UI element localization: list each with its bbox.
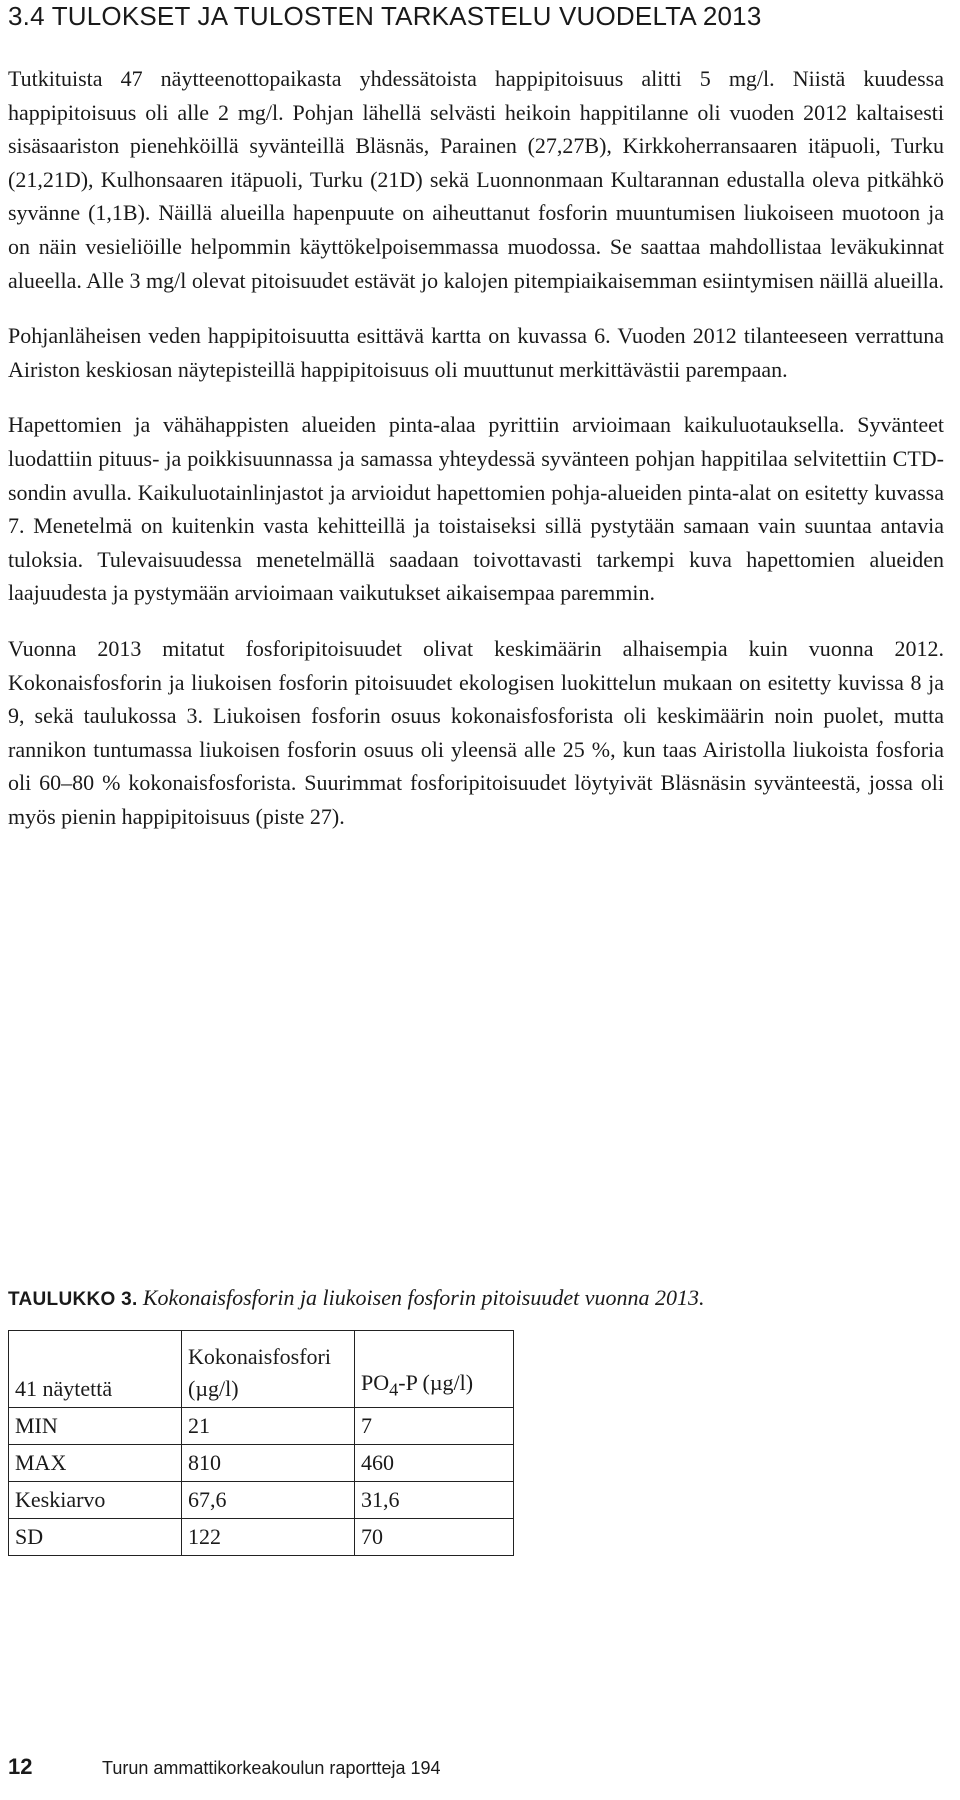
row-label: MIN: [9, 1408, 182, 1445]
phosphate-value: 31,6: [355, 1482, 514, 1519]
phosphate-value: 7: [355, 1408, 514, 1445]
body-text: [8, 62, 944, 855]
row-label: MAX: [9, 1445, 182, 1482]
header-total-phosphorus: [182, 1331, 355, 1408]
header-total-phosphorus-unit: (µg/l): [188, 1376, 239, 1401]
table-row: [9, 1408, 514, 1445]
header-phosphate-suffix: -P (µg/l): [398, 1369, 474, 1395]
series-title: Turun ammattikorkeakoulun raportteja 194: [102, 1758, 441, 1778]
phosphorus-table: [8, 1330, 514, 1556]
paragraph-oxygen-results: Tutkituista 47 näytteenottopaikasta yhdessätoista happipitoisuus alitti 5 mg/l. Niistä kuudessa happipitoisuus oli alle 2 mg/l. Pohjan lähellä selvästi heikoin happitilanne oli vuoden 2012 kaltaisesti sisäsaariston pienehköillä syvänteillä Bläsnäs, Parainen (27,27B), Kirkkoherransaaren itäpuoli, Turku (21,21D), Kulhonsaaren itäpuoli, Turku (21D) sekä Luonnonmaan Kultarannan edustalla oleva pitkähkö syvänne (1,1B). Näillä alueilla hapenpuute on aiheuttanut fosforin muuntumisen liukoiseen muotoon ja on näin vesieliöille helpommin käyttökelpoisemmassa muodossa. Se saattaa mahdollistaa leväkukinnat alueella. Alle 3 mg/l olevat pitoisuudet estävät jo kalojen pitempiaikaisemman esiintymisen näillä alueilla.: [8, 66, 944, 293]
header-phosphate-prefix: PO: [361, 1369, 390, 1395]
row-label: SD: [9, 1519, 182, 1556]
paragraph-oxygen-map: Pohjanläheisen veden happipitoisuutta esittävä kartta on kuvassa 6. Vuoden 2012 tilanteeseen verrattuna Airiston keskiosan näytepisteillä happipitoisuus oli muuttunut merkittävästii parempaan.: [8, 323, 944, 382]
phosphate-value: 460: [355, 1445, 514, 1482]
table-caption-label: TAULUKKO 3.: [8, 1289, 138, 1310]
header-total-phosphorus-name: Kokonaisfosfori: [188, 1344, 331, 1369]
total-phosphorus-value: 810: [182, 1445, 355, 1482]
total-phosphorus-value: 67,6: [182, 1482, 355, 1519]
table-row: [9, 1519, 514, 1556]
table-caption-text: Kokonaisfosforin ja liukoisen fosforin pitoisuudet vuonna 2013.: [142, 1285, 705, 1310]
page-number: 12: [8, 1754, 33, 1779]
table-row: [9, 1445, 514, 1482]
table-caption: [8, 1283, 705, 1315]
header-phosphate-subscript: 4: [389, 1379, 399, 1399]
page-footer: [8, 1754, 441, 1780]
paragraph-phosphorus: Vuonna 2013 mitatut fosforipitoisuudet olivat keskimäärin alhaisempia kuin vuonna 2012. Kokonaisfosforin ja liukoisen fosforin pitoisuudet ekologisen luokittelun mukaan on esitetty kuvissa 8 ja 9, sekä taulukossa 3. Liukoisen fosforin osuus kokonaisfosforista oli keskimäärin noin puolet, mutta rannikon tuntumassa liukoisen fosforin osuus oli yleensä alle 25 %, kun taas Airistolla liukoista fosforia oli 60–80 % kokonaisfosforista. Suurimmat fosforipitoisuudet löytyivät Bläsnäsin syvänteestä, jossa oli myös pienin happipitoisuus (piste 27).: [8, 635, 944, 829]
table-row: [9, 1482, 514, 1519]
total-phosphorus-value: 122: [182, 1519, 355, 1556]
phosphate-value: 70: [355, 1519, 514, 1556]
total-phosphorus-value: 21: [182, 1408, 355, 1445]
paragraph-echo-sounding: Hapettomien ja vähähappisten alueiden pinta-alaa pyrittiin arvioimaan kaikuluotauksella. Syvänteet luodattiin pituus- ja poikkisuunnassa ja samassa yhteydessä syvänteen pohjan happitilaa selvitettiin CTD-sondin avulla. Kaikuluotainlinjastot ja arvioidut hapettomien pohja-alueiden pinta-alat on esitetty kuvassa 7. Menetelmä on kuitenkin vasta kehitteillä ja toistaiseksi sillä pystytään samaan vain suuntaa antavia tuloksia. Tulevaisuudessa menetelmällä saadaan toivottavasti tarkempi kuva hapettomien alueiden laajuudesta ja pystymään arvioimaan vaikutukset aikaisempaa paremmin.: [8, 412, 944, 606]
section-heading: 3.4 TULOKSET JA TULOSTEN TARKASTELU VUODELTA 2013: [8, 1, 762, 31]
header-samples: 41 näytettä: [9, 1331, 182, 1408]
header-phosphate: [355, 1331, 514, 1408]
row-label: Keskiarvo: [9, 1482, 182, 1519]
table-header-row: [9, 1331, 514, 1408]
